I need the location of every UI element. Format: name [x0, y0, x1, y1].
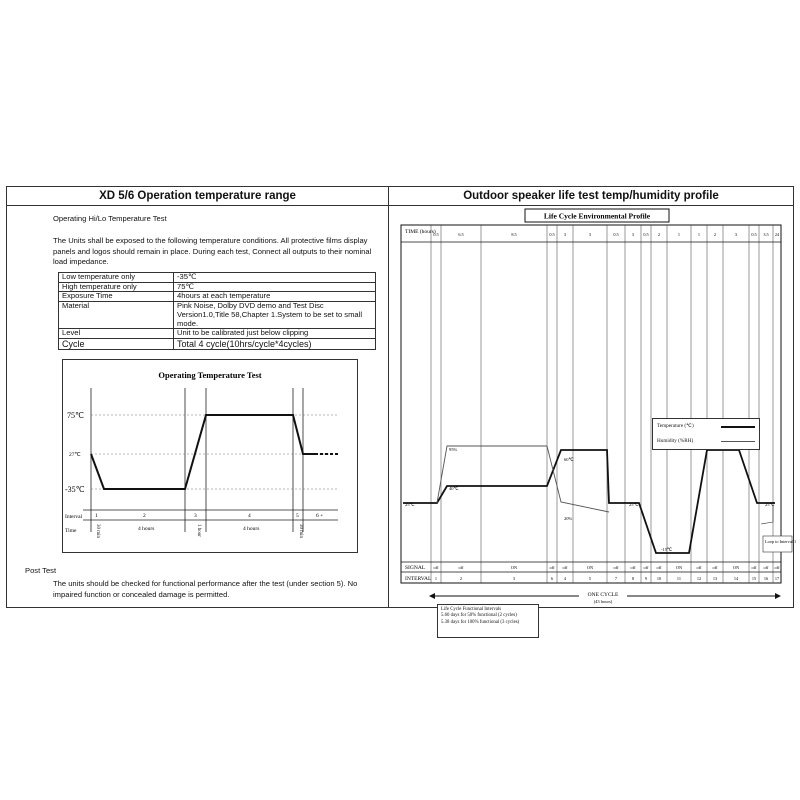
spec-value: -35℃: [174, 273, 376, 283]
op-interval-num: 3: [194, 513, 197, 519]
spec-value: Pink Noise, Dolby DVD demo and Test Disc Version1.0,Title 58,Chapter 1.System to be set to small mode.: [174, 302, 376, 329]
life-time-value: 2: [713, 232, 717, 237]
op-y-label: 75℃: [67, 411, 84, 420]
life-time-label: TIME (hours): [405, 229, 436, 235]
spec-value: Total 4 cycle(10hrs/cycle*4cycles): [174, 339, 376, 350]
life-time-value: 6.5: [458, 232, 464, 237]
life-time-value: 0.5: [549, 232, 555, 237]
life-signal-value: off: [562, 565, 568, 570]
op-interval-num: 1: [95, 513, 98, 519]
life-time-value: 0.5: [433, 232, 439, 237]
op-time-value: 30 min: [95, 524, 100, 539]
op-time-label: Time: [65, 528, 77, 534]
key-humidity-line: [721, 441, 755, 442]
life-time-value: 3: [734, 232, 738, 237]
right-panel: [389, 206, 797, 625]
life-signal-value: ON: [732, 565, 740, 570]
op-interval-label: Interval: [65, 514, 83, 520]
life-time-value: 3.5: [763, 232, 769, 237]
life-time-value: 24: [774, 232, 780, 237]
key-humidity-label: Humidity (%RH): [657, 438, 694, 444]
life-interval-value: 16: [763, 576, 769, 581]
life-annotation: 25℃: [405, 502, 415, 507]
life-signal-value: off: [549, 565, 555, 570]
life-time-value: 2: [657, 232, 661, 237]
legend-title: Life Cycle Functional Intervals: [441, 607, 502, 612]
post-test-text: The units should be checked for functional performance after the test (under section 5). No impaired function or concealed damage is permitted.: [53, 579, 358, 599]
arrow-right-icon: [775, 593, 781, 599]
life-signal-value: off: [712, 565, 718, 570]
spec-key: Low temperature only: [59, 273, 174, 283]
life-time-value: 0.5: [643, 232, 649, 237]
loop-arrow: [761, 506, 773, 524]
table-row: [59, 339, 376, 350]
arrow-left-icon: [429, 593, 435, 599]
life-interval-value: 1: [434, 576, 438, 581]
life-time-value: 3: [631, 232, 635, 237]
loop-label: Loop to Interval 1: [765, 539, 797, 544]
op-interval-num: 5: [296, 513, 299, 519]
life-signal-value: off: [751, 565, 757, 570]
life-annotation: 95%: [449, 447, 458, 452]
spec-value: Unit to be calibrated just below clipping: [174, 329, 376, 339]
op-chart-title: Operating Temperature Test: [158, 370, 262, 380]
one-cycle-hours: (43 hours): [593, 599, 613, 604]
table-row: [59, 302, 376, 329]
life-interval-value: 17: [774, 576, 780, 581]
life-signal-value: off: [433, 565, 439, 570]
life-interval-value: 11: [676, 576, 682, 581]
life-signal-value: ON: [586, 565, 594, 570]
left-panel: [7, 206, 388, 607]
op-temperature-profile: [91, 415, 315, 489]
op-y-label: -35℃: [65, 485, 85, 494]
op-time-value: 30 min: [298, 524, 303, 539]
life-interval-value: 14: [733, 576, 739, 581]
right-header: Outdoor speaker life test temp/humidity profile: [389, 187, 793, 206]
op-time-value: 1 hour: [196, 524, 201, 537]
life-interval-value: 9: [644, 576, 648, 581]
operating-temperature-chart: [62, 359, 358, 553]
life-temperature-profile: [403, 450, 775, 553]
life-interval-value: 8: [631, 576, 635, 581]
life-grid-border: [401, 225, 781, 583]
life-annotation: 60℃: [564, 457, 574, 462]
life-time-value: 8.5: [511, 232, 517, 237]
life-signal-value: off: [630, 565, 636, 570]
life-humidity-profile: [437, 446, 609, 512]
life-time-value: 3: [588, 232, 592, 237]
key-temperature-line: [721, 426, 755, 428]
series-key: [652, 418, 760, 450]
life-interval-value: 13: [712, 576, 718, 581]
post-test-title: Post Test: [25, 566, 57, 575]
life-signal-value: off: [656, 565, 662, 570]
op-y-label: 27℃: [69, 452, 81, 458]
spec-key: Exposure Time: [59, 292, 174, 302]
life-interval-label: INTERVAL: [405, 576, 432, 582]
operating-chart-svg: [63, 360, 357, 552]
one-cycle-label: ONE CYCLE: [587, 592, 619, 598]
life-signal-value: ON: [675, 565, 683, 570]
spec-value: 75℃: [174, 282, 376, 292]
table-row: [59, 329, 376, 339]
life-chart-grid: [401, 225, 781, 583]
life-signal-label: SIGNAL: [405, 565, 426, 571]
legend-line: 5.60 days for 50% functional (2 cycles): [441, 613, 517, 619]
life-chart-title: Life Cycle Environmental Profile: [543, 211, 651, 221]
life-signal-value: off: [613, 565, 619, 570]
life-signal-value: off: [763, 565, 769, 570]
life-signal-value: off: [696, 565, 702, 570]
life-interval-value: 10: [656, 576, 662, 581]
life-time-value: 3: [563, 232, 567, 237]
op-interval-num: 2: [143, 513, 146, 519]
spec-key: High temperature only: [59, 282, 174, 292]
op-time-value: 4 hours: [243, 526, 260, 532]
life-annotation: 25℃: [629, 502, 639, 507]
life-signal-value: off: [774, 565, 780, 570]
life-time-value: 0.5: [613, 232, 619, 237]
intro-title: Operating Hi/Lo Temperature Test: [53, 214, 167, 223]
left-header: XD 5/6 Operation temperature range: [7, 187, 388, 206]
spec-value: 4hours at each temperature: [174, 292, 376, 302]
op-interval-num: 6 +: [316, 513, 324, 519]
life-time-value: 1: [677, 232, 681, 237]
functional-intervals-legend: [437, 604, 539, 638]
life-signal-value: off: [643, 565, 649, 570]
life-interval-value: 12: [696, 576, 702, 581]
life-time-value: 1: [697, 232, 701, 237]
document-frame: [6, 186, 797, 625]
life-interval-value: 7: [614, 576, 618, 581]
life-annotation: 20%: [564, 516, 573, 521]
life-annotation: 25℃: [765, 502, 775, 507]
spec-key: Material: [59, 302, 174, 329]
life-signal-value: ON: [510, 565, 518, 570]
op-interval-num: 4: [248, 513, 251, 519]
life-interval-value: 2: [459, 576, 463, 581]
intro-text: The Units shall be exposed to the following temperature conditions. All protective films display panels and logos should remain in place. During each test, Connect all outputs to their nominal load impedance.: [53, 236, 372, 267]
spec-key: Level: [59, 329, 174, 339]
op-time-value: 4 hours: [138, 526, 155, 532]
life-interval-value: 5: [588, 576, 592, 581]
life-annotation: -15℃: [661, 547, 673, 552]
life-time-value: 0.5: [751, 232, 757, 237]
life-signal-value: off: [458, 565, 464, 570]
spec-table: [58, 272, 376, 350]
life-interval-value: 6: [550, 576, 554, 581]
legend-line: 5.38 days for 100% functional (3 cycles): [441, 619, 520, 625]
life-interval-value: 15: [751, 576, 757, 581]
key-temperature-label: Temperature (℃): [657, 423, 694, 429]
life-annotation: 40℃: [449, 486, 459, 491]
life-interval-value: 3: [512, 576, 516, 581]
life-interval-value: 4: [563, 576, 567, 581]
table-row: [59, 273, 376, 283]
life-cycle-chart: [389, 206, 797, 607]
spec-key: Cycle: [59, 339, 174, 350]
